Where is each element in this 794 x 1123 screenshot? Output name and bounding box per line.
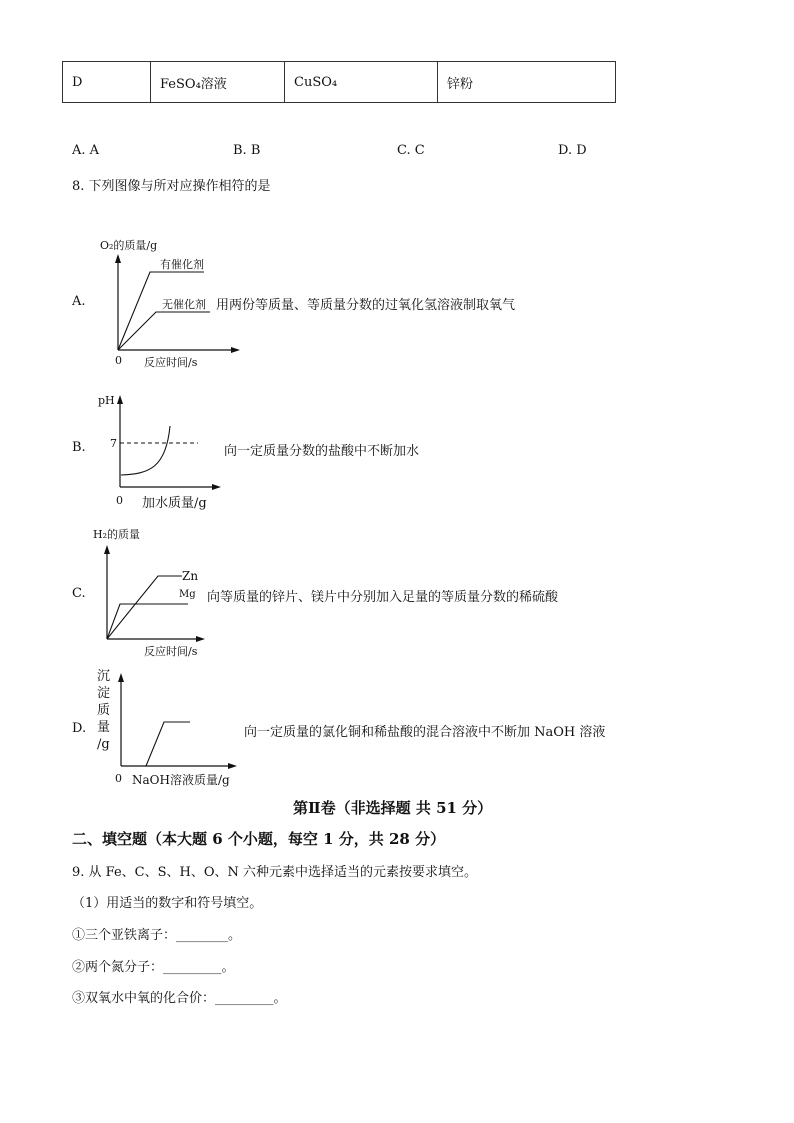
ylabel-char: 沉 (97, 669, 111, 684)
option-b[interactable]: B. B (233, 143, 261, 158)
q9-sub1: （1）用适当的数字和符号填空。 (72, 896, 263, 911)
graph-b-ylabel: pH (98, 394, 115, 407)
option-c-letter: C. (72, 586, 86, 601)
origin-label: 0 (115, 772, 122, 785)
x-axis-arrow (228, 763, 237, 769)
y-axis-arrow (115, 254, 121, 263)
q9-item-3[interactable]: ③双氧水中氧的化合价：_________。 (72, 991, 287, 1006)
ph-curve (121, 426, 170, 475)
part-title: 第Ⅱ卷（非选择题 共 51 分） (293, 799, 493, 817)
y-axis-arrow (104, 545, 110, 554)
q9-item-2[interactable]: ②两个氮分子：_________。 (72, 960, 235, 975)
curve-label-mg: Mg (179, 589, 196, 600)
ylabel-char: 量 (97, 720, 111, 735)
graph-c (90, 524, 210, 660)
question-8-stem: 8. 下列图像与所对应操作相符的是 (72, 179, 271, 194)
ph-7-tick: 7 (110, 437, 117, 450)
y-axis-arrow (118, 673, 124, 682)
graph-d-xlabel: NaOH溶液质量/g (132, 773, 230, 787)
question-9-stem: 9. 从 Fe、C、S、H、O、N 六种元素中选择适当的元素按要求填空。 (72, 865, 478, 880)
curve-label-zn: Zn (182, 569, 199, 583)
graph-a-ylabel: O₂的质量/g (100, 239, 158, 252)
reagent-table (62, 61, 616, 103)
ylabel-char: 淀 (97, 686, 111, 701)
graph-c-ylabel: H₂的质量 (93, 528, 141, 541)
option-d-letter: D. (72, 721, 87, 736)
x-axis-arrow (212, 484, 221, 490)
option-d-desc: 向一定质量的氯化铜和稀盐酸的混合溶液中不断加 NaOH 溶液 (244, 725, 606, 740)
origin-label: 0 (116, 494, 123, 507)
option-d[interactable]: D. D (558, 143, 587, 158)
section-heading: 二、填空题（本大题 6 个小题，每空 1 分，共 28 分） (72, 830, 446, 848)
x-axis-arrow (231, 347, 240, 353)
graph-b-xlabel: 加水质量/g (142, 496, 207, 511)
origin-label: 0 (115, 354, 122, 367)
table-cell: FeSO₄溶液 (151, 62, 285, 103)
table-cell: CuSO₄ (285, 62, 438, 103)
q9-item-1[interactable]: ①三个亚铁离子：________。 (72, 928, 242, 943)
curve-catalyst (118, 272, 204, 350)
option-a-letter: A. (72, 294, 86, 309)
x-axis-arrow (196, 636, 205, 642)
ylabel-char: /g (97, 737, 110, 752)
graph-c-xlabel: 反应时间/s (144, 645, 198, 658)
table-row (63, 62, 616, 103)
option-a[interactable]: A. A (72, 143, 100, 158)
y-axis-arrow (117, 395, 123, 404)
option-c[interactable]: C. C (397, 143, 425, 158)
graph-d (110, 668, 240, 790)
ylabel-char: 质 (97, 703, 111, 718)
option-b-letter: B. (72, 440, 86, 455)
option-a-desc: 用两份等质量、等质量分数的过氧化氢溶液制取氧气 (216, 298, 516, 313)
graph-a-xlabel: 反应时间/s (144, 356, 198, 369)
option-c-desc: 向等质量的锌片、镁片中分别加入足量的等质量分数的稀硫酸 (207, 590, 559, 605)
option-b-desc: 向一定质量分数的盐酸中不断加水 (224, 444, 420, 459)
table-cell: 锌粉 (438, 62, 616, 103)
curve-mg (107, 604, 188, 639)
precipitate-curve (146, 722, 190, 766)
table-cell: D (63, 62, 151, 103)
curve-label-catalyst: 有催化剂 (160, 258, 204, 271)
curve-label-no-catalyst: 无催化剂 (162, 298, 206, 311)
